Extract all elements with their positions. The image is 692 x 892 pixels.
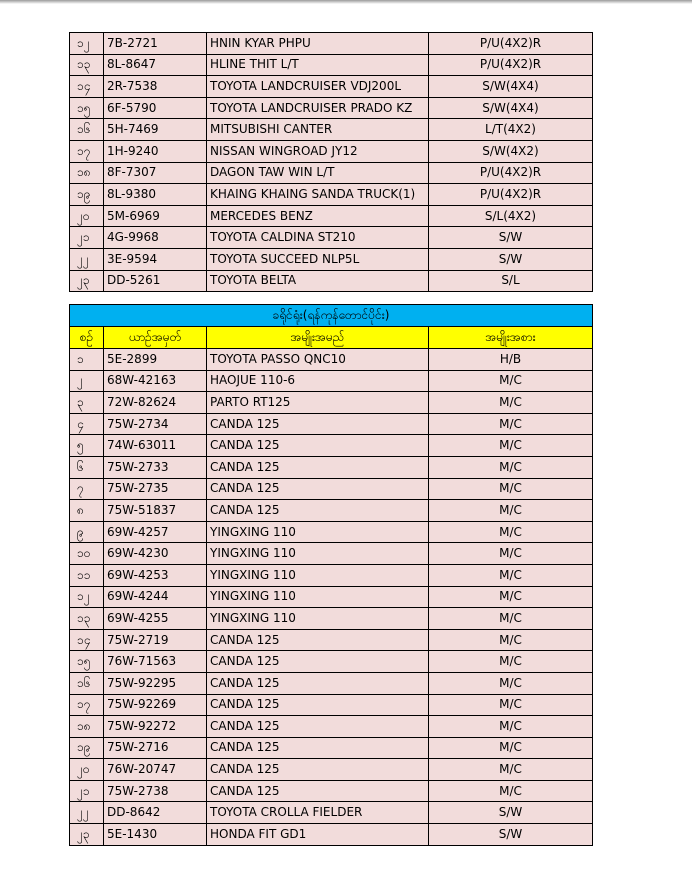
table-row: [70, 737, 593, 759]
table-row: [70, 521, 593, 543]
serial-no-cell: ၁၅: [70, 651, 104, 673]
plate-number-cell: 75W-2716: [104, 737, 207, 759]
serial-no-cell: ၈: [70, 500, 104, 522]
vehicle-model-cell: TOYOTA CALDINA ST210: [207, 227, 429, 249]
plate-number-cell: 75W-2734: [104, 413, 207, 435]
vehicle-model-cell: CANDA 125: [207, 651, 429, 673]
vehicle-model-cell: KHAING KHAING SANDA TRUCK(1): [207, 184, 429, 206]
serial-no-cell: ၂၂: [70, 802, 104, 824]
vehicle-type-cell: S/W(4X4): [429, 76, 593, 98]
plate-number-cell: 5E-2899: [104, 349, 207, 371]
table-row: [70, 349, 593, 371]
plate-number-cell: 69W-4230: [104, 543, 207, 565]
serial-no-cell: ၁၃: [70, 54, 104, 76]
serial-no-cell: ၁၄: [70, 629, 104, 651]
table-row: [70, 270, 593, 292]
vehicle-type-cell: M/C: [429, 651, 593, 673]
table-row: [70, 413, 593, 435]
serial-no-cell: ၁၆: [70, 672, 104, 694]
table-row: [70, 802, 593, 824]
vehicle-model-cell: HNIN KYAR PHPU: [207, 33, 429, 55]
table-title: ခရိုင်ရုံး(ရန်ကုန်တောင်ပိုင်း): [70, 305, 593, 327]
table-row: [70, 672, 593, 694]
table-row: [70, 205, 593, 227]
vehicle-model-cell: CANDA 125: [207, 716, 429, 738]
table-row: [70, 140, 593, 162]
plate-number-cell: DD-5261: [104, 270, 207, 292]
table-row: [70, 392, 593, 414]
plate-number-cell: 75W-2719: [104, 629, 207, 651]
table-row: [70, 694, 593, 716]
vehicle-model-cell: HONDA FIT GD1: [207, 824, 429, 846]
serial-no-cell: ၁၉: [70, 184, 104, 206]
serial-no-cell: ၂၀: [70, 759, 104, 781]
vehicle-model-cell: HAOJUE 110-6: [207, 370, 429, 392]
table-row: [70, 370, 593, 392]
plate-number-cell: 69W-4253: [104, 564, 207, 586]
serial-no-cell: ၂၀: [70, 205, 104, 227]
vehicle-type-cell: S/W: [429, 802, 593, 824]
vehicle-type-cell: P/U(4X2)R: [429, 33, 593, 55]
vehicle-type-cell: S/W: [429, 227, 593, 249]
serial-no-cell: ၁၄: [70, 76, 104, 98]
table-row: [70, 227, 593, 249]
header-vehicle-model: အမျိုးအမည်: [207, 327, 429, 349]
plate-number-cell: 5E-1430: [104, 824, 207, 846]
vehicle-type-cell: M/C: [429, 413, 593, 435]
plate-number-cell: 8F-7307: [104, 162, 207, 184]
vehicle-model-cell: CANDA 125: [207, 759, 429, 781]
vehicle-type-cell: M/C: [429, 521, 593, 543]
plate-number-cell: 5H-7469: [104, 119, 207, 141]
vehicle-model-cell: CANDA 125: [207, 413, 429, 435]
district-office-vehicle-table: [69, 304, 593, 846]
serial-no-cell: ၁၂: [70, 586, 104, 608]
table-row: [70, 824, 593, 846]
vehicle-type-cell: M/C: [429, 435, 593, 457]
table-row: [70, 456, 593, 478]
serial-no-cell: ၁၈: [70, 162, 104, 184]
serial-no-cell: ၁၅: [70, 97, 104, 119]
table-row: [70, 716, 593, 738]
vehicle-model-cell: MITSUBISHI CANTER: [207, 119, 429, 141]
plate-number-cell: 69W-4244: [104, 586, 207, 608]
vehicle-model-cell: HLINE THIT L/T: [207, 54, 429, 76]
serial-no-cell: ၁၂: [70, 33, 104, 55]
serial-no-cell: ၁၀: [70, 543, 104, 565]
plate-number-cell: 68W-42163: [104, 370, 207, 392]
table-row: [70, 651, 593, 673]
plate-number-cell: 74W-63011: [104, 435, 207, 457]
vehicle-model-cell: MERCEDES BENZ: [207, 205, 429, 227]
vehicle-type-cell: P/U(4X2)R: [429, 54, 593, 76]
vehicle-model-cell: YINGXING 110: [207, 564, 429, 586]
plate-number-cell: 76W-20747: [104, 759, 207, 781]
plate-number-cell: 3E-9594: [104, 248, 207, 270]
vehicle-type-cell: M/C: [429, 500, 593, 522]
serial-no-cell: ၂၃: [70, 270, 104, 292]
vehicle-type-cell: M/C: [429, 737, 593, 759]
vehicle-model-cell: YINGXING 110: [207, 521, 429, 543]
plate-number-cell: 69W-4255: [104, 608, 207, 630]
vehicle-type-cell: S/W(4X4): [429, 97, 593, 119]
serial-no-cell: ၂၃: [70, 824, 104, 846]
vehicle-type-cell: M/C: [429, 564, 593, 586]
plate-number-cell: 75W-92295: [104, 672, 207, 694]
vehicle-type-cell: L/T(4X2): [429, 119, 593, 141]
vehicle-model-cell: TOYOTA CROLLA FIELDER: [207, 802, 429, 824]
vehicle-model-cell: TOYOTA PASSO QNC10: [207, 349, 429, 371]
table-row: [70, 608, 593, 630]
table-row: [70, 543, 593, 565]
table-row: [70, 76, 593, 98]
plate-number-cell: 75W-51837: [104, 500, 207, 522]
plate-number-cell: 75W-92269: [104, 694, 207, 716]
vehicle-model-cell: TOYOTA SUCCEED NLP5L: [207, 248, 429, 270]
plate-number-cell: 6F-5790: [104, 97, 207, 119]
plate-number-cell: 8L-8647: [104, 54, 207, 76]
vehicle-type-cell: M/C: [429, 456, 593, 478]
table-row: [70, 586, 593, 608]
plate-number-cell: 69W-4257: [104, 521, 207, 543]
vehicle-model-cell: PARTO RT125: [207, 392, 429, 414]
vehicle-type-cell: S/L: [429, 270, 593, 292]
vehicle-model-cell: TOYOTA BELTA: [207, 270, 429, 292]
table-row: [70, 435, 593, 457]
vehicle-model-cell: YINGXING 110: [207, 608, 429, 630]
vehicle-type-cell: M/C: [429, 694, 593, 716]
vehicle-model-cell: YINGXING 110: [207, 543, 429, 565]
plate-number-cell: 2R-7538: [104, 76, 207, 98]
vehicle-model-cell: CANDA 125: [207, 629, 429, 651]
serial-no-cell: ၂၂: [70, 248, 104, 270]
plate-number-cell: 5M-6969: [104, 205, 207, 227]
serial-no-cell: ၁: [70, 349, 104, 371]
vehicle-type-cell: M/C: [429, 543, 593, 565]
vehicle-type-cell: S/W: [429, 248, 593, 270]
vehicle-model-cell: CANDA 125: [207, 500, 429, 522]
vehicle-type-cell: M/C: [429, 392, 593, 414]
vehicle-model-cell: CANDA 125: [207, 672, 429, 694]
vehicle-model-cell: CANDA 125: [207, 435, 429, 457]
table-header-row: [70, 327, 593, 349]
plate-number-cell: 7B-2721: [104, 33, 207, 55]
serial-no-cell: ၂: [70, 370, 104, 392]
vehicle-type-cell: S/L(4X2): [429, 205, 593, 227]
table-row: [70, 33, 593, 55]
serial-no-cell: ၁၆: [70, 119, 104, 141]
vehicle-model-cell: CANDA 125: [207, 780, 429, 802]
table-row: [70, 184, 593, 206]
vehicle-type-cell: M/C: [429, 629, 593, 651]
vehicle-type-cell: M/C: [429, 586, 593, 608]
plate-number-cell: 76W-71563: [104, 651, 207, 673]
table-row: [70, 248, 593, 270]
serial-no-cell: ၁၃: [70, 608, 104, 630]
vehicle-type-cell: P/U(4X2)R: [429, 162, 593, 184]
serial-no-cell: ၂၁: [70, 227, 104, 249]
serial-no-cell: ၄: [70, 413, 104, 435]
table-row: [70, 629, 593, 651]
table-row: [70, 564, 593, 586]
vehicle-type-cell: M/C: [429, 759, 593, 781]
vehicle-model-cell: CANDA 125: [207, 456, 429, 478]
vehicle-table-continued: [69, 32, 593, 292]
plate-number-cell: 1H-9240: [104, 140, 207, 162]
serial-no-cell: ၉: [70, 521, 104, 543]
table-row: [70, 119, 593, 141]
header-serial-no: စဉ်: [70, 327, 104, 349]
serial-no-cell: ၅: [70, 435, 104, 457]
table-title-row: [70, 305, 593, 327]
plate-number-cell: 75W-2738: [104, 780, 207, 802]
district-office-vehicle-table-body: [70, 349, 593, 846]
table-row: [70, 54, 593, 76]
serial-no-cell: ၆: [70, 456, 104, 478]
header-vehicle-type: အမျိုးအစား: [429, 327, 593, 349]
table-row: [70, 759, 593, 781]
plate-number-cell: 4G-9968: [104, 227, 207, 249]
plate-number-cell: 75W-92272: [104, 716, 207, 738]
page-top-shadow: [0, 0, 692, 4]
vehicle-model-cell: DAGON TAW WIN L/T: [207, 162, 429, 184]
serial-no-cell: ၁၇: [70, 694, 104, 716]
table-row: [70, 97, 593, 119]
plate-number-cell: 8L-9380: [104, 184, 207, 206]
plate-number-cell: DD-8642: [104, 802, 207, 824]
vehicle-table-continued-body: [70, 33, 593, 292]
vehicle-type-cell: M/C: [429, 780, 593, 802]
vehicle-type-cell: S/W: [429, 824, 593, 846]
table-row: [70, 478, 593, 500]
serial-no-cell: ၁၈: [70, 716, 104, 738]
table-row: [70, 500, 593, 522]
plate-number-cell: 75W-2733: [104, 456, 207, 478]
serial-no-cell: ၁၁: [70, 564, 104, 586]
vehicle-type-cell: M/C: [429, 608, 593, 630]
vehicle-model-cell: CANDA 125: [207, 737, 429, 759]
serial-no-cell: ၇: [70, 478, 104, 500]
vehicle-model-cell: NISSAN WINGROAD JY12: [207, 140, 429, 162]
serial-no-cell: ၁၉: [70, 737, 104, 759]
serial-no-cell: ၃: [70, 392, 104, 414]
vehicle-type-cell: M/C: [429, 672, 593, 694]
vehicle-type-cell: H/B: [429, 349, 593, 371]
vehicle-model-cell: TOYOTA LANDCRUISER PRADO KZ: [207, 97, 429, 119]
vehicle-type-cell: S/W(4X2): [429, 140, 593, 162]
vehicle-type-cell: M/C: [429, 370, 593, 392]
plate-number-cell: 75W-2735: [104, 478, 207, 500]
vehicle-model-cell: YINGXING 110: [207, 586, 429, 608]
vehicle-type-cell: M/C: [429, 478, 593, 500]
vehicle-model-cell: CANDA 125: [207, 694, 429, 716]
plate-number-cell: 72W-82624: [104, 392, 207, 414]
vehicle-type-cell: P/U(4X2)R: [429, 184, 593, 206]
header-plate-number: ယာဉ်အမှတ်: [104, 327, 207, 349]
table-row: [70, 162, 593, 184]
serial-no-cell: ၂၁: [70, 780, 104, 802]
vehicle-model-cell: CANDA 125: [207, 478, 429, 500]
vehicle-type-cell: M/C: [429, 716, 593, 738]
serial-no-cell: ၁၇: [70, 140, 104, 162]
vehicle-model-cell: TOYOTA LANDCRUISER VDJ200L: [207, 76, 429, 98]
table-row: [70, 780, 593, 802]
